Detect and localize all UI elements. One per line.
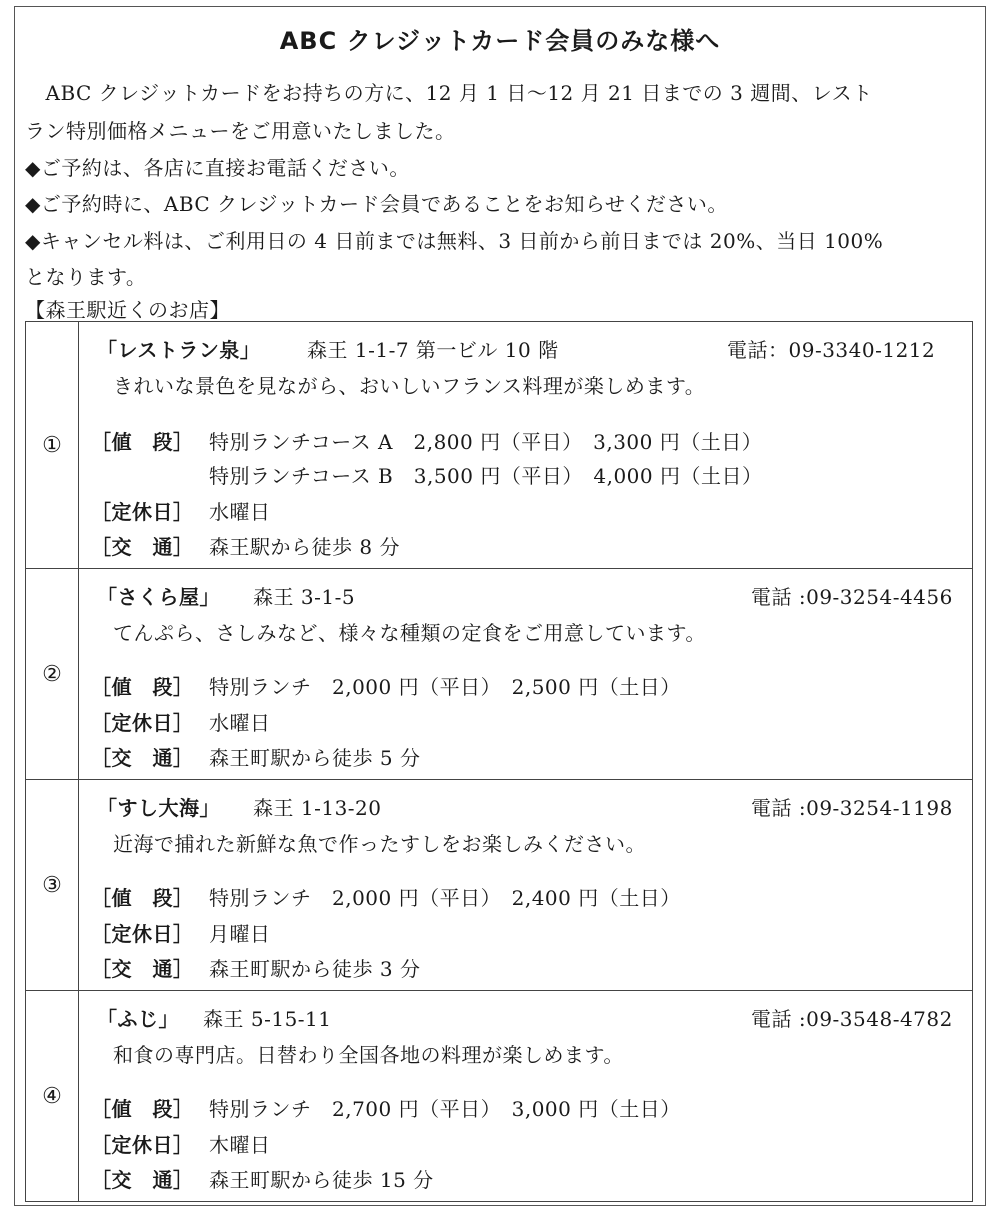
- store-detail: [79, 322, 973, 569]
- access-value: 森王駅から徒歩 8 分: [209, 535, 400, 559]
- store-detail: [79, 569, 973, 780]
- holiday-label: ［定休日］: [91, 711, 194, 735]
- store-description: てんぷら、さしみなど、様々な種類の定食をご用意しています。: [113, 621, 706, 645]
- holiday-value: 木曜日: [209, 1133, 271, 1157]
- table-row: [26, 322, 973, 569]
- store-name: 「ふじ」: [97, 1007, 179, 1031]
- price-label: ［値 段］: [91, 1097, 194, 1121]
- access-label: ［交 通］: [91, 957, 194, 981]
- holiday-value: 水曜日: [209, 711, 271, 735]
- store-phone: 電話 :09-3254-1198: [751, 796, 953, 820]
- access-value: 森王町駅から徒歩 5 分: [209, 746, 421, 770]
- access-label: ［交 通］: [91, 1168, 194, 1192]
- store-number: ③: [26, 780, 79, 991]
- store-name: 「すし大海」: [97, 796, 220, 820]
- store-address: 森王 1-1-7 第一ビル 10 階: [307, 338, 559, 362]
- store-name: 「さくら屋」: [97, 585, 220, 609]
- store-address: 森王 5-15-11: [203, 1007, 332, 1031]
- intro-line-1: ABC クレジットカードをお持ちの方に、12 月 1 日～12 月 21 日までの 3 週間、レスト: [25, 81, 873, 105]
- store-description: 和食の専門店。日替わり全国各地の料理が楽しめます。: [113, 1043, 624, 1067]
- store-description: 近海で捕れた新鮮な魚で作ったすしをお楽しみください。: [113, 832, 646, 856]
- price-value: 特別ランチ 2,700 円（平日） 3,000 円（土日）: [209, 1097, 681, 1121]
- section-heading: 【森王駅近くのお店】: [25, 298, 230, 322]
- notice-reservation: ◆ご予約は、各店に直接お電話ください。: [25, 156, 410, 180]
- price-value: 特別ランチ 2,000 円（平日） 2,400 円（土日）: [209, 886, 681, 910]
- holiday-label: ［定休日］: [91, 922, 194, 946]
- price-label: ［値 段］: [91, 675, 194, 699]
- holiday-label: ［定休日］: [91, 1133, 194, 1157]
- store-address: 森王 1-13-20: [253, 796, 382, 820]
- store-phone: 電話 :09-3548-4782: [751, 1007, 953, 1031]
- intro-line-2: ラン特別価格メニューをご用意いたしました。: [25, 119, 456, 143]
- notice-cancellation: ◆キャンセル料は、ご利用日の 4 日前までは無料、3 日前から前日までは 20%、当日 100%: [25, 229, 884, 253]
- price-value: 特別ランチ 2,000 円（平日） 2,500 円（土日）: [209, 675, 681, 699]
- price-label: ［値 段］: [91, 430, 194, 454]
- price-value-2: 特別ランチコース B 3,500 円（平日） 4,000 円（土日）: [209, 464, 763, 488]
- document-frame: [14, 6, 986, 1206]
- access-label: ［交 通］: [91, 746, 194, 770]
- store-detail: [79, 991, 973, 1202]
- notice-membership: ◆ご予約時に、ABC クレジットカード会員であることをお知らせください。: [25, 192, 728, 216]
- table-row: [26, 780, 973, 991]
- notice-cancellation-cont: となります。: [25, 265, 147, 289]
- store-number: ④: [26, 991, 79, 1202]
- store-phone: 電話 :09-3254-4456: [751, 585, 953, 609]
- access-value: 森王町駅から徒歩 3 分: [209, 957, 421, 981]
- store-detail: [79, 780, 973, 991]
- table-row: [26, 991, 973, 1202]
- access-label: ［交 通］: [91, 535, 194, 559]
- store-address: 森王 3-1-5: [253, 585, 356, 609]
- price-value: 特別ランチコース A 2,800 円（平日） 3,300 円（土日）: [209, 430, 763, 454]
- price-label: ［値 段］: [91, 886, 194, 910]
- store-description: きれいな景色を見ながら、おいしいフランス料理が楽しめます。: [113, 374, 706, 398]
- store-phone: 電話：09-3340-1212: [727, 338, 936, 362]
- access-value: 森王町駅から徒歩 15 分: [209, 1168, 434, 1192]
- store-number: ②: [26, 569, 79, 780]
- store-table: [25, 321, 973, 1202]
- store-number: ①: [26, 322, 79, 569]
- table-row: [26, 569, 973, 780]
- holiday-value: 水曜日: [209, 500, 271, 524]
- holiday-value: 月曜日: [209, 922, 271, 946]
- store-name: 「レストラン泉」: [97, 338, 261, 362]
- holiday-label: ［定休日］: [91, 500, 194, 524]
- page-title: ABC クレジットカード会員のみな様へ: [279, 27, 721, 55]
